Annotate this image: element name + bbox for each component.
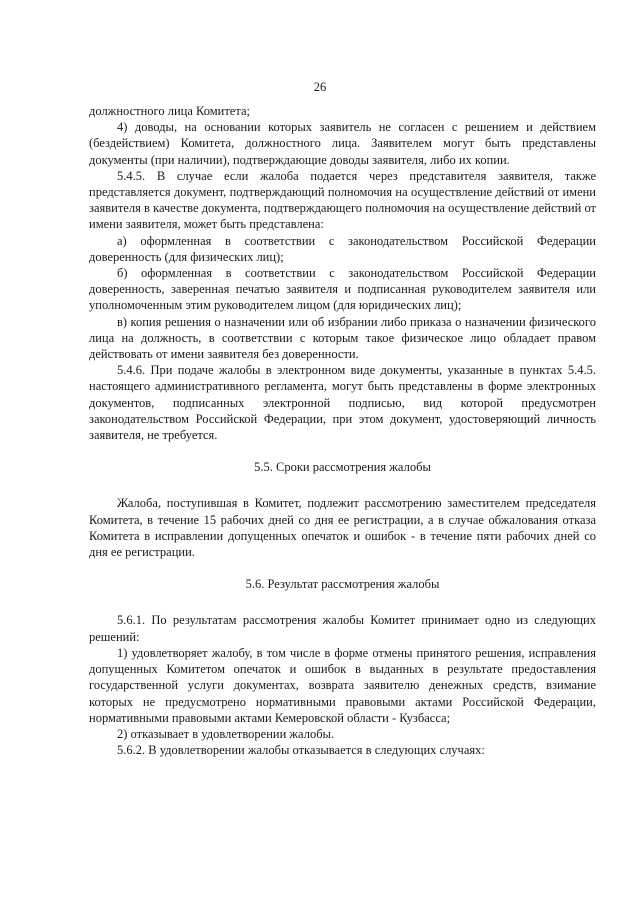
paragraph: 2) отказывает в удовлетворении жалобы. xyxy=(117,726,335,741)
page-number: 26 xyxy=(313,80,327,94)
paragraph: 5.6.2. В удовлетворении жалобы отказывается в следующих случаях: xyxy=(117,743,485,758)
paragraph: а) оформленная в соответствии с законодательством Российской Федерации доверенность (для физических лиц); xyxy=(89,233,596,264)
paragraph: должностного лица Комитета; xyxy=(89,104,250,118)
section-heading: 5.6. Результат рассмотрения жалобы xyxy=(245,577,440,592)
paragraph: 1) удовлетворяет жалобу, в том числе в форме отмены принятого решения, исправления допущенных Комитетом опечаток и ошибок в выданных в результате предоставления государственной услуги документах, возврата заявителю денежных средств, взимание которых не предусмотрено нормативными правовыми актами Российской Федерации, нормативными правовыми актами Кемеровской области - Кузбасса; xyxy=(89,645,596,725)
paragraph: 5.4.5. В случае если жалоба подается через представителя заявителя, также представляется документ, подтверждающий полномочия на осуществление действий от имени заявителя в качестве документа, подтверждающего полномочия на осуществление действий от имени заявителя, может быть представлена: xyxy=(89,168,596,232)
paragraph: б) оформленная в соответствии с законодательством Российской Федерации доверенность, заверенная печатью заявителя и подписанная руководителем заявителя или уполномоченным этим руководителем лицом (для юридических лиц); xyxy=(89,266,596,313)
paragraph: 5.6.1. По результатам рассмотрения жалобы Комитет принимает одно из следующих решений: xyxy=(89,613,596,644)
section-heading: 5.5. Сроки рассмотрения жалобы xyxy=(254,460,431,475)
document-body xyxy=(89,103,596,758)
paragraph: 5.4.6. При подаче жалобы в электронном виде документы, указанные в пунктах 5.4.5. настоящего административного регламента, могут быть представлены в форме электронных документов, подписанных электронной подписью, вид которой предусмотрен законодательством Российской Федерации, при этом документ, удостоверяющий личность заявителя, не требуется. xyxy=(89,363,596,443)
paragraph: 4) доводы, на основании которых заявитель не согласен с решением и действием (бездействием) Комитета, должностного лица. Заявителем могут быть представлены документы (при наличии), подтверждающие доводы заявителя, либо их копии. xyxy=(89,120,596,167)
paragraph: Жалоба, поступившая в Комитет, подлежит рассмотрению заместителем председателя Комитета, в течение 15 рабочих дней со дня ее регистрации, а в случае обжалования отказа Комитета в исправлении допущенных опечаток и ошибок - в течение пяти рабочих дней со дня ее регистрации. xyxy=(89,496,596,560)
paragraph: в) копия решения о назначении или об избрании либо приказа о назначении физического лица на должность, в соответствии с которым такое физическое лицо обладает правом действовать от имени заявителя без доверенности. xyxy=(89,314,596,362)
